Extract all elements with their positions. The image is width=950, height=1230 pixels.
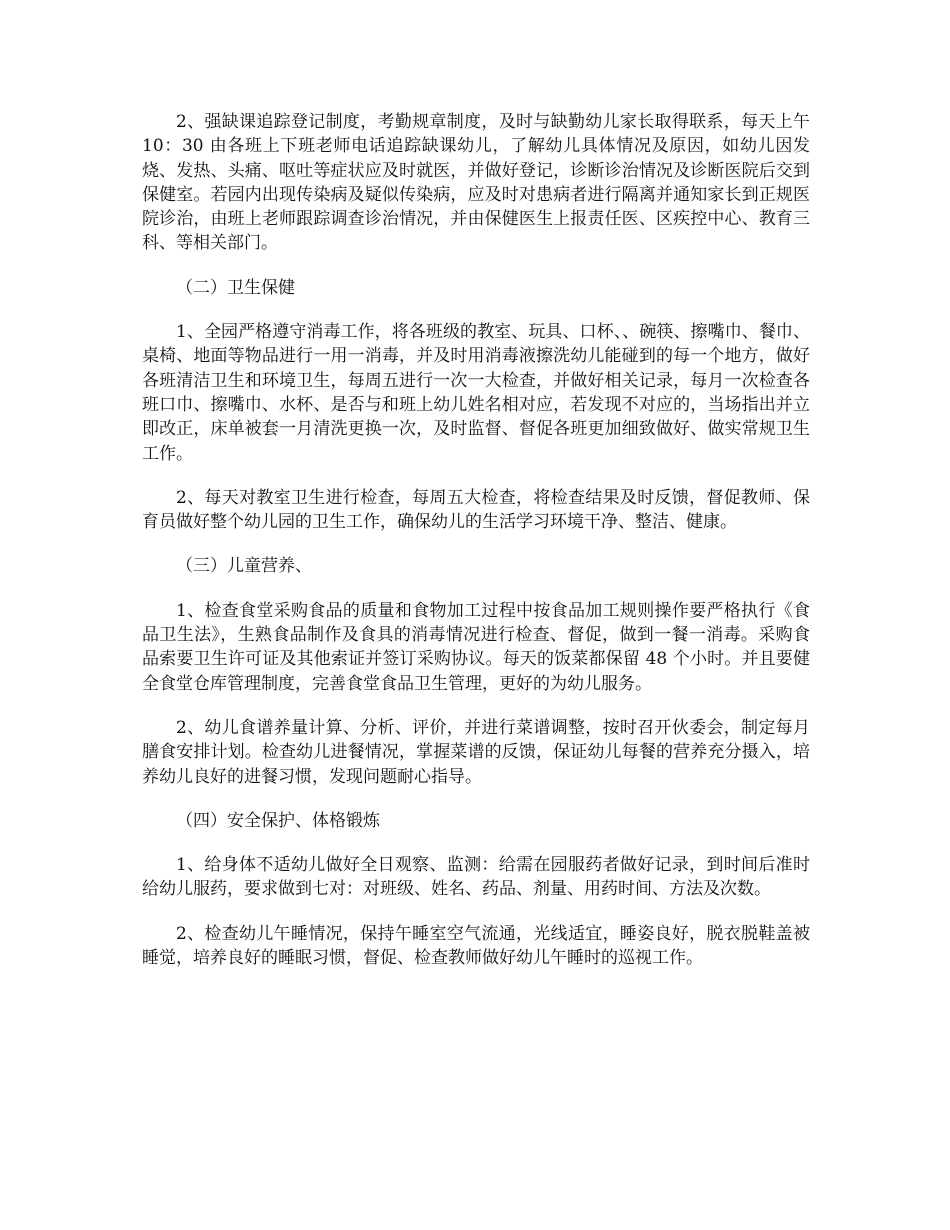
para-medication: 1、给身体不适幼儿做好全日观察、监测：给需在园服药者做好记录，到时间后准时给幼儿服药，要求做到七对：对班级、姓名、药品、剂量、用药时间、方法及次数。 — [142, 855, 810, 900]
section-heading-hygiene: （二）卫生保健 — [176, 277, 295, 298]
para-daily-inspection: 2、每天对教室卫生进行检查，每周五大检查，将检查结果及时反馈，督促教师、保育员做好整个幼儿园的卫生工作，确保幼儿的生活学习环境干净、整洁、健康。 — [142, 487, 810, 533]
para-absence-tracking: 2、强缺课追踪登记制度，考勤规章制度，及时与缺勤幼儿家长取得联系，每天上午 10：30 由各班上下班老师电话追踪缺课幼儿，了解幼儿具体情况及原因，如幼儿因发烧、发热、头痛、呕吐等症状应及时就医，并做好登记，诊断诊治情况及诊断医院后交到保健室。若园内出现传染病及疑似传染病，应及时对患病者进行隔离并通知家长到正规医院诊治，由班上老师跟踪调查诊治情况，并由保健医生上报责任医、区疾控中心、教育三科、等相关部门。 — [142, 112, 810, 254]
para-food-safety: 1、检查食堂采购食品的质量和食物加工过程中按食品加工规则操作要严格执行《食品卫生法》，生熟食品制作及食具的消毒情况进行检查、督促，做到一餐一消毒。采购食品索要卫生许可证及其他索证并签订采购协议。每天的饭菜都保留 48 个小时。并且要健全食堂仓库管理制度，完善食堂食品卫生管理，更好的为幼儿服务。 — [142, 600, 810, 694]
para-disinfection: 1、全园严格遵守消毒工作，将各班级的教室、玩具、口杯、、碗筷、擦嘴巾、餐巾、桌椅、地面等物品进行一用一消毒，并及时用消毒液擦洗幼儿能碰到的每一个地方，做好各班清洁卫生和环境卫生，每周五进行一次一大检查，并做好相关记录，每月一次检查各班口巾、擦嘴巾、水杯、是否与和班上幼儿姓名相对应，若发现不对应的，当场指出并立即改正，床单被套一月清洗更换一次，及时监督、督促各班更加细致做好、做实常规卫生工作。 — [142, 322, 810, 464]
section-heading-safety: （四）安全保护、体格锻炼 — [176, 810, 380, 831]
document-body — [142, 110, 810, 990]
section-heading-nutrition: （三）儿童营养、 — [176, 556, 312, 577]
para-menu-planning: 2、幼儿食谱养量计算、分析、评价，并进行菜谱调整，按时召开伙委会，制定每月膳食安排计划。检查幼儿进餐情况，掌握菜谱的反馈，保证幼儿每餐的营养充分摄入，培养幼儿良好的进餐习惯，发现问题耐心指导。 — [142, 717, 810, 787]
para-nap-check: 2、检查幼儿午睡情况，保持午睡室空气流通，光线适宜，睡姿良好，脱衣脱鞋盖被睡觉，培养良好的睡眠习惯，督促、检查教师做好幼儿午睡时的巡视工作。 — [142, 923, 810, 969]
